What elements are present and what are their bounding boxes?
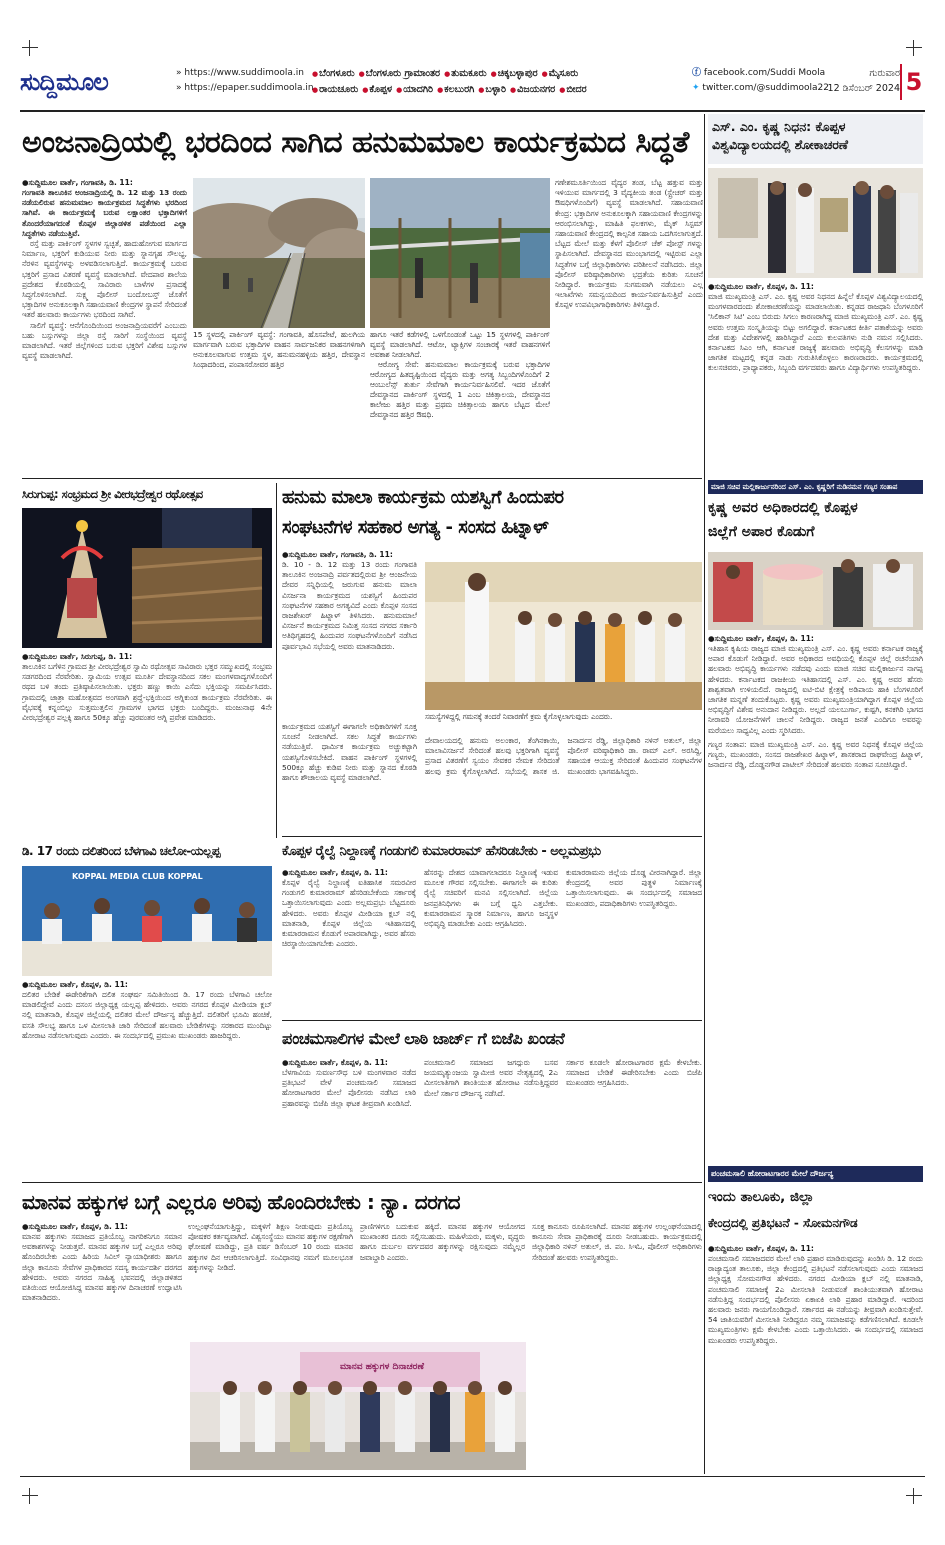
somanagouda-kicker: ಪಂಚಮಸಾಲಿ ಹೋರಾಟಗಾರರ ಮೇಲೆ ದೌರ್ಜನ್ಯ — [708, 1166, 923, 1182]
human-rights-banner: ಮಾನವ ಹಕ್ಕುಗಳ ದಿನಾಚರಣೆ — [340, 1362, 425, 1372]
newspaper-logo: ಸುದ್ದಿಮೂಲ — [20, 68, 108, 96]
kumararama-byline: ●ಸುದ್ದಿಮೂಲ ವಾರ್ತೆ, ಕೊಪ್ಪಳ, ಡಿ. 11: — [282, 868, 388, 877]
section-rule — [282, 836, 702, 837]
hanuma-mala-photo — [425, 562, 702, 710]
lead-col-1 — [22, 178, 187, 478]
panchamasali-body-2: ಪಂಚಮಸಾಲಿ ಸಮಾಜದ ಜಗದ್ಗುರು ಬಸವ ಜಯಮೃತ್ಯುಂಜಯ ಸ್ವಾಮೀಜಿ ಅವರ ನೇತೃತ್ವದಲ್ಲಿ 2ಎ ಮೀಸಲಾತಿಗಾಗಿ ಶಾಂತಿಯುತ ಹೋರಾಟ ನಡೆಸುತ್ತಿದ್ದವರ ಮೇಲೆ ಸರ್ಕಾರ ದೌರ್ಜನ್ಯ ನಡೆಸಿದೆ. — [424, 1058, 558, 1098]
column-rule — [704, 114, 705, 1474]
somanagouda-byline: ●ಸುದ್ದಿಮೂಲ ವಾರ್ತೆ, ಕೊಪ್ಪಳ, ಡಿ. 11: — [708, 1244, 814, 1253]
city-link[interactable]: ● ವಿಜಯನಗರ — [510, 84, 555, 95]
press-meet-illustration — [22, 866, 272, 976]
lead-photo-bridge — [193, 178, 365, 328]
siruguppa-byline: ●ಸುದ್ದಿಮೂಲ ವಾರ್ತೆ, ಸಿರುಗುಪ್ಪ, ಡಿ. 11: — [22, 652, 133, 661]
somanagouda-story — [708, 1244, 923, 1472]
page-number: 5 — [900, 64, 926, 100]
lead-photo-2-caption — [370, 330, 550, 480]
city-link[interactable]: ● ಬೀದರ — [559, 84, 586, 95]
human-rights-byline: ●ಸುದ್ದಿಮೂಲ ವಾರ್ತೆ, ಕೊಪ್ಪಳ, ಡಿ. 11: — [22, 1222, 128, 1231]
dalit-chalo-body: ದಲಿತರ ಬೇಡಿಕೆ ಈಡೇರಿಕೆಗಾಗಿ ದಲಿತ ಸಂಘರ್ಷ ಸಮಿತಿಯಿಂದ ಡಿ. 17 ರಂದು ಬೆಳಗಾವಿ ಚಲೋ ಮಾಡಲಿದ್ದೇವೆ ಎಂದು ದಸಂಸ ಜಿಲ್ಲಾಧ್ಯಕ್ಷ ಯಲ್ಲಪ್ಪ ಹೇಳಿದರು. ಅವರು ನಗರದ ಕೊಪ್ಪಳ ಮೀಡಿಯಾ ಕ್ಲಬ್ ನಲ್ಲಿ ಮಾತನಾಡಿ, ಕೊಪ್ಪಳ ಜಿಲ್ಲೆಯಲ್ಲಿ ದಲಿತರ ಮೇಲೆ ದೌರ್ಜನ್ಯ ಹೆಚ್ಚುತ್ತಿದೆ. ದಲಿತರಿಗೆ ಭೂಮಿ ಹಂಚಿಕೆ, ವಸತಿ ಸೌಲಭ್ಯ ಹಾಗೂ ಒಳ ಮೀಸಲಾತಿ ಜಾರಿ ಸೇರಿದಂತೆ ಹಲವಾರು ಬೇಡಿಕೆಗಳನ್ನು ಸರಕಾರದ ಮುಂದಿಟ್ಟು ಹೋರಾಟ ನಡೆಸಲಾಗುವುದು ಎಂದರು. ಈ ಸಂದರ್ಭದಲ್ಲಿ ಪ್ರಮುಖ ಮುಖಂಡರು ಹಾಜರಿದ್ದರು. — [22, 990, 272, 1040]
lead-intro: ಗಂಗಾವತಿ ತಾಲೂಕಿನ ಅಂಜನಾದ್ರಿಯಲ್ಲಿ ಡಿ. 12 ಮತ್ತು 13 ರಂದು ನಡೆಯಲಿರುವ ಹನುಮಮಾಲ ಕಾರ್ಯಕ್ರಮದ ಸಿದ್ಧತೆಗಳು ಭರದಿಂದ ಸಾಗಿವೆ. ಈ ಕಾರ್ಯಕ್ರಮಕ್ಕೆ ಬರುವ ಲಕ್ಷಾಂತರ ಭಕ್ತಾದಿಗಳಿಗೆ ತೊಂದರೆಯಾಗದಂತೆ ಕೊಪ್ಪಳ ಜಿಲ್ಲಾಡಳಿತ ಪಡೆಯಿಂದ ಎಲ್ಲಾ ಸಿದ್ಧತೆಗಳು ನಡೆಯುತ್ತಿವೆ. — [22, 188, 187, 238]
twitter-icon: ✦ — [692, 83, 700, 93]
krishna-koppal-headline — [708, 496, 923, 546]
city-link[interactable]: ● ಯಾದಗಿರಿ — [396, 84, 433, 95]
registration-mark — [22, 1488, 38, 1504]
kumararama-headline: ಕೊಪ್ಪಳ ರೈಲ್ವೆ ನಿಲ್ದಾಣಕ್ಕೆ ಗಂಡುಗಲಿ ಕುಮಾರರಾಮ್ ಹೆಸರಿಡಬೇಕು - ಅಲ್ಲಮಪ್ರಭು — [282, 844, 601, 859]
somanagouda-headline-2: ಇಂದು ತಾಲೂಕು, ಜಿಲ್ಲಾ — [708, 1189, 815, 1205]
lead-col-3: ಗಣೇಶಮೂರ್ತಿಯಿಂದ ವೈದ್ಯರ ತಂಡ, ಬೆಟ್ಟ ಹತ್ತುವ ಮತ್ತು ಇಳಿಯುವ ಮಾರ್ಗದಲ್ಲಿ 3 ವೈದ್ಯಕೀಯ ತಂಡ (ಸ್ಟ್ರೇಚರ್ ಮತ್ತು ಔಷಧಿಗಳೊಂದಿಗೆ) ವ್ಯವಸ್ಥೆ ಮಾಡಲಾಗಿದೆ. ಸಹಾಯವಾಣಿ ಕೇಂದ್ರ: ಭಕ್ತಾದಿಗಳ ಅನುಕೂಲಕ್ಕಾಗಿ ಸಹಾಯವಾಣಿ ಕೇಂದ್ರಗಳನ್ನು ಆರಂಭಿಸಲಾಗಿದ್ದು, ಮಾಹಿತಿ ಫಲಕಗಳು, ಮೈಕ್ ಸಿಸ್ಟಮ್ ಸಹಾಯವಾಣಿ ಕೇಂದ್ರದಲ್ಲಿ ಕಾಲ್ಪನಿಕ ಸಹಾಯ ಒದಗಿಸಲಾಗುತ್ತದೆ. ಬೆಟ್ಟದ ಮೇಲೆ ಮತ್ತು ಕೆಳಗೆ ಪೊಲೀಸ್ ಚೆಕ್ ಪೋಸ್ಟ್ ಗಳನ್ನು ಸ್ಥಾಪಿಸಲಾಗಿದೆ. ದೇವಸ್ಥಾನದ ಮುಂಭಾಗದಲ್ಲಿ ಇಟ್ಟಿರುವ ಎಲ್ಲಾ ಸಿದ್ಧತೆಗಳ ಬಗ್ಗೆ ಜಿಲ್ಲಾಧಿಕಾರಿಗಳು ಪರಿಶೀಲನೆ ನಡೆಸಿದರು. ಜಿಲ್ಲಾ ಪೊಲೀಸ್ ವರಿಷ್ಠಾಧಿಕಾರಿಗಳು ಭದ್ರತೆಯ ಕುರಿತು ಸೂಚನೆ ನೀಡಿದ್ದಾರೆ. ಕಾರ್ಯಕ್ರಮ ಸುಗಮವಾಗಿ ನಡೆಯಲು ಎಲ್ಲ ಇಲಾಖೆಗಳು ಸಮನ್ವಯದಿಂದ ಕಾರ್ಯನಿರ್ವಹಿಸುತ್ತಿವೆ ಎಂದು ಕೊಪ್ಪಳ ಉಪವಿಭಾಗಾಧಿಕಾರಿಗಳು ತಿಳಿಸಿದ್ದಾರೆ. — [555, 178, 703, 310]
masthead — [20, 64, 925, 108]
tribute-photo-illustration — [708, 552, 923, 630]
city-link[interactable]: ● ಮೈಸೂರು — [542, 68, 579, 79]
city-link[interactable]: ● ತುಮಕೂರು — [444, 68, 487, 79]
hanuma-mala-body-1: ಡಿ. 10 - ಡಿ. 12 ಮತ್ತು 13 ರಂದು ಗಂಗಾವತಿ ತಾಲೂಕಿನ ಅಂಜನಾದ್ರಿ ಪರ್ವತದಲ್ಲಿರುವ ಶ್ರೀ ಆಂಜನೇಯ ದೇವರ ಸನ್ನಿಧಿಯಲ್ಲಿ ಜರುಗುವ ಹನುಮ ಮಾಲಾ ವಿಸರ್ಜನಾ ಕಾರ್ಯಕ್ರಮದ ಯಶಸ್ವಿಗೆ ಹಿಂದುಪರ ಸಂಘಟನೆಗಳ ಸಹಕಾರ ಅಗತ್ಯವಿದೆ ಎಂದು ಕೊಪ್ಪಳ ಸಂಸದ ರಾಜಶೇಖರ್ ಹಿಟ್ನಾಳ್ ತಿಳಿಸಿದರು. ಹನುಮಮಾಲೆ ವಿಸರ್ಜನೆ ಕಾರ್ಯಕ್ರಮದ ನಿಮಿತ್ತ ಸಂಸದ ನಗರದ ಸರ್ಕಾರಿ ಅತಿಥಿಗೃಹದಲ್ಲಿ ಹಿಂದುಪರ ಸಂಘಟನೆಗಳೊಂದಿಗೆ ನಡೆಸಿದ ಪೂರ್ವಭಾವಿ ಸಭೆಯಲ್ಲಿ ಅವರು ಮಾತನಾಡಿದರು. — [282, 560, 417, 651]
social-links — [692, 66, 829, 96]
hanuma-mala-photo-caption: ಸಮಸ್ಯೆಗಳಿದ್ದಲ್ಲಿ ಗಮನಕ್ಕೆ ತಂದರೆ ನಿವಾರಣೆಗೆ ಕ್ರಮ ಕೈಗೊಳ್ಳಲಾಗುವುದು ಎಂದರು. — [425, 712, 613, 721]
krishna-koppal-headline-1: ಕೃಷ್ಣ ಅವರ ಅಧಿಕಾರದಲ್ಲಿ ಕೊಪ್ಪಳ — [708, 500, 858, 516]
city-link[interactable]: ● ಬೆಂಗಳೂರು — [312, 68, 355, 79]
issue-date — [810, 66, 900, 96]
masthead-rule — [20, 110, 925, 112]
dalit-chalo-headline: ಡಿ. 17 ರಂದು ದಲಿತರಿಂದ ಬೆಳಗಾವಿ ಚಲೋ-ಯಲ್ಲಪ್ಪ — [22, 844, 220, 858]
krishna-koppal-body: ಇತಿಹಾಸ ಕೃಷಿಯ ರಾಜ್ಯದ ಮಾಜಿ ಮುಖ್ಯಮಂತ್ರಿ ಎಸ್. ಎಂ. ಕೃಷ್ಣ ಅವರು ಕರ್ನಾಟಕ ರಾಜ್ಯಕ್ಕೆ ಅಪಾರ ಕೊಡುಗೆ ನೀಡಿದ್ದಾರೆ. ಅವರ ಅಧಿಕಾರದ ಅವಧಿಯಲ್ಲಿ ಕೊಪ್ಪಳ ಜಿಲ್ಲೆ ರಚನೆಯಾಗಿ ಹಲವಾರು ಅಭಿವೃದ್ಧಿ ಕಾರ್ಯಗಳು ನಡೆದವು ಎಂದು ಮಾಜಿ ಸಚಿವ ಮಲ್ಲಿಕಾರ್ಜುನ ನಾಗಪ್ಪ ಹೇಳಿದರು. ಕರ್ನಾಟಕದ ರಾಜಕೀಯ ಇತಿಹಾಸದಲ್ಲಿ ಎಸ್. ಎಂ. ಕೃಷ್ಣ ಅವರ ಹೆಸರು ಶಾಶ್ವತವಾಗಿ ಉಳಿಯಲಿದೆ. ರಾಜ್ಯದಲ್ಲಿ ಐಟಿ-ಬಿಟಿ ಕ್ಷೇತ್ರಕ್ಕೆ ಅಡಿಪಾಯ ಹಾಕಿ ಬೆಂಗಳೂರಿಗೆ ಜಾಗತಿಕ ಮನ್ನಣೆ ತಂದುಕೊಟ್ಟರು. ಕೃಷ್ಣ ಅವರು ಮುಖ್ಯಮಂತ್ರಿಯಾಗಿದ್ದಾಗ ಕೊಪ್ಪಳ ಜಿಲ್ಲೆಯ ಅಭಿವೃದ್ಧಿಗೆ ವಿಶೇಷ ಅನುದಾನ ನೀಡಿದ್ದರು. ಅಲ್ಲದೆ ಯಲಬುರ್ಗಾ, ಕುಷ್ಟಗಿ, ಕನಕಗಿರಿ ಭಾಗದ ನೀರಾವರಿ ಯೋಜನೆಗಳಿಗೆ ಚಾಲನೆ ನೀಡಿದ್ದರು. ರಾಜ್ಯದ ಜನತೆ ಎಂದಿಗೂ ಅವರನ್ನು ಮರೆಯಲು ಸಾಧ್ಯವಿಲ್ಲ ಎಂದು ಸ್ಮರಿಸಿದರು. — [708, 644, 923, 735]
lead-byline: ●ಸುದ್ದಿಮೂಲ ವಾರ್ತೆ, ಗಂಗಾವತಿ, ಡಿ. 11: — [22, 178, 133, 187]
krishna-univ-photo — [708, 168, 923, 278]
somanagouda-headline — [708, 1184, 923, 1240]
somanagouda-headline-3: ಕೇಂದ್ರದಲ್ಲಿ ಪ್ರತಿಭಟನೆ - ಸೋಮನಗೌಡ — [708, 1216, 858, 1230]
krishna-koppal-sub: ಗಣ್ಯರ ಸಂತಾಪ: ಮಾಜಿ ಮುಖ್ಯಮಂತ್ರಿ ಎಸ್. ಎಂ. ಕೃಷ್ಣ ಅವರ ನಿಧನಕ್ಕೆ ಕೊಪ್ಪಳ ಜಿಲ್ಲೆಯ ಗಣ್ಯರು, ಮುಖಂಡರು, ಸಂಸದ ರಾಜಶೇಖರ ಹಿಟ್ನಾಳ್, ಶಾಸಕರಾದ ರಾಘವೇಂದ್ರ ಹಿಟ್ನಾಳ್, ಜನಾರ್ದನ ರೆಡ್ಡಿ, ದೊಡ್ಡನಗೌಡ ಪಾಟೀಲ್ ಸೇರಿದಂತೆ ಹಲವರು ಸಂತಾಪ ಸೂಚಿಸಿದ್ದಾರೆ. — [708, 739, 923, 770]
human-rights-body-3: ಪ್ರಾಣಿಗಳಿಗೂ ಬದುಕುವ ಹಕ್ಕಿದೆ. ಮಾನವ ಹಕ್ಕುಗಳ ಆಯೋಗದ ಮುಖಾಂತರ ದೂರು ಸಲ್ಲಿಸಬಹುದು. ಮಹಿಳೆಯರು, ಮಕ್ಕಳು, ವೃದ್ಧರು ಹಾಗೂ ದುರ್ಬಲ ವರ್ಗದವರ ಹಕ್ಕುಗಳನ್ನು ರಕ್ಷಿಸುವುದು ನಮ್ಮೆಲ್ಲರ ಜವಾಬ್ದಾರಿ ಎಂದರು. — [360, 1222, 525, 1262]
univ-photo-illustration — [708, 168, 923, 278]
lead-body-2: ಸಾಲಿಗೆ ವ್ಯವಸ್ಥೆ: ಆನೆಗೊಂದಿಯಿಂದ ಅಂಜನಾದ್ರಿಯವರೆಗೆ ಎಂಬುದು ಬಹು ಬಸ್ಸುಗಳನ್ನು ಜಿಲ್ಲಾ ರಸ್ತೆ ಸಾರಿಗೆ ಸಂಸ್ಥೆಯಿಂದ ವ್ಯವಸ್ಥೆ ಮಾಡಲಾಗಿದೆ. ಇತರೆ ಜಿಲ್ಲೆಗಳಿಂದ ಬರುವ ಭಕ್ತರಿಗೆ ವಿಶೇಷ ಬಸ್ಸುಗಳ ವ್ಯವಸ್ಥೆ ಮಾಡಲಾಗಿದೆ. — [22, 320, 187, 361]
krishna-univ-story — [708, 282, 923, 470]
city-link[interactable]: ● ಕೊಪ್ಪಳ — [362, 84, 392, 95]
registration-mark — [906, 1488, 922, 1504]
hanuma-mala-headline-2: ಸಂಘಟನೆಗಳ ಸಹಕಾರ ಅಗತ್ಯ - ಸಂಸದ ಹಿಟ್ನಾಳ್ — [282, 517, 549, 538]
panchamasali-byline: ●ಸುದ್ದಿಮೂಲ ವಾರ್ತೆ, ಕೊಪ್ಪಳ, ಡಿ. 11: — [282, 1058, 388, 1067]
registration-mark — [906, 40, 922, 56]
somanagouda-body: ಪಂಚಮಸಾಲಿ ಸಮಾಜದವರ ಮೇಲೆ ಲಾಠಿ ಪ್ರಹಾರ ಮಾಡಿರುವುದನ್ನು ಖಂಡಿಸಿ ಡಿ. 12 ರಂದು ರಾಜ್ಯಾದ್ಯಂತ ತಾಲೂಕು, ಜಿಲ್ಲಾ ಕೇಂದ್ರದಲ್ಲಿ ಪ್ರತಿಭಟನೆ ನಡೆಸಲಾಗುವುದು ಎಂದು ಸಮಾಜದ ಜಿಲ್ಲಾಧ್ಯಕ್ಷ ಸೋಮನಗೌಡ ಹೇಳಿದರು. ನಗರದ ಮೀಡಿಯಾ ಕ್ಲಬ್ ನಲ್ಲಿ ಮಾತನಾಡಿ, ಪಂಚಮಸಾಲಿ ಸಮಾಜಕ್ಕೆ 2ಎ ಮೀಸಲಾತಿ ನೀಡುವಂತೆ ಶಾಂತಿಯುತವಾಗಿ ಹೋರಾಟ ನಡೆಸುತ್ತಿದ್ದ ಸಂದರ್ಭದಲ್ಲಿ ಪೊಲೀಸರು ಏಕಾಏಕಿ ಲಾಠಿ ಪ್ರಹಾರ ಮಾಡಿದ್ದಾರೆ. ಇದರಿಂದ ಹಲವಾರು ಜನರು ಗಾಯಗೊಂಡಿದ್ದಾರೆ. ಸರ್ಕಾರದ ಈ ನಡೆಯನ್ನು ತೀವ್ರವಾಗಿ ಖಂಡಿಸುತ್ತೇವೆ. 54 ಜಾತಿಯವರಿಗೆ ಮೀಸಲಾತಿ ನೀಡಿದ್ದರೂ ನಮ್ಮ ಸಮಾಜವನ್ನು ಕಡೆಗಣಿಸಲಾಗಿದೆ. ಕೂಡಲೇ ಮುಖ್ಯಮಂತ್ರಿಗಳು ಕ್ಷಮೆ ಕೇಳಬೇಕು ಎಂದು ಒತ್ತಾಯಿಸಿದರು. ಈ ಸಂದರ್ಭದಲ್ಲಿ ಸಮಾಜದ ಮುಖಂಡರು ಉಪಸ್ಥಿತರಿದ್ದರು. — [708, 1254, 923, 1345]
issue-day: ಗುರುವಾರ — [869, 68, 900, 79]
human-rights-body-2: ಉಲ್ಲಂಘನೆಯಾಗುತ್ತಿದ್ದು, ಮಕ್ಕಳಿಗೆ ಶಿಕ್ಷಣ ನೀಡುವುದು ಪ್ರತಿಯೊಬ್ಬ ಪೋಷಕರ ಕರ್ತವ್ಯವಾಗಿದೆ. ವಿಶ್ವಸಂಸ್ಥೆಯು ಮಾನವ ಹಕ್ಕುಗಳ ರಕ್ಷಣೆಗಾಗಿ ಘೋಷಣೆ ಮಾಡಿದ್ದು, ಪ್ರತಿ ವರ್ಷ ಡಿಸೆಂಬರ್ 10 ರಂದು ಮಾನವ ಹಕ್ಕುಗಳ ದಿನ ಆಚರಿಸಲಾಗುತ್ತಿದೆ. ಸಂವಿಧಾನವು ನಮಗೆ ಮೂಲಭೂತ ಹಕ್ಕುಗಳನ್ನು ನೀಡಿದೆ. — [188, 1222, 353, 1272]
krishna-univ-byline: ●ಸುದ್ದಿಮೂಲ ವಾರ್ತೆ, ಕೊಪ್ಪಳ, ಡಿ. 11: — [708, 282, 814, 291]
column-rule — [276, 483, 277, 838]
registration-mark — [22, 40, 38, 56]
media-club-banner: KOPPAL MEDIA CLUB KOPPAL — [72, 872, 203, 881]
twitter-link[interactable]: ✦ twitter.com/@suddimoola22 — [692, 83, 829, 93]
hanuma-mala-body-2: ಕಾರ್ಯಕ್ರಮದ ಯಶಸ್ವಿಗೆ ಈಗಾಗಲೇ ಅಧಿಕಾರಿಗಳಿಗೆ ಸೂಕ್ತ ಸೂಚನೆ ನೀಡಲಾಗಿದೆ. ಸಕಲ ಸಿದ್ಧತೆ ಕಾರ್ಯಗಳು ನಡೆಯುತ್ತಿವೆ. ಧಾರ್ಮಿಕ ಕಾರ್ಯಕ್ರಮ ಅಚ್ಚುಕಟ್ಟಾಗಿ ಯಶಸ್ವಿಗೊಳಿಸಬೇಕಿದೆ. ವಾಹನ ಪಾರ್ಕಿಂಗ್ ಸ್ಥಳಗಳಲ್ಲಿ 500ಕ್ಕೂ ಹೆಚ್ಚು ಕುಡಿವ ನೀರು ಮತ್ತು ಸ್ನಾನದ ಕೊಠಡಿ ಹಾಗೂ ಶೌಚಾಲಯ ವ್ಯವಸ್ಥೆ ಮಾಡಲಾಗಿದೆ. — [282, 722, 417, 783]
krishna-koppal-byline: ●ಸುದ್ದಿಮೂಲ ವಾರ್ತೆ, ಕೊಪ್ಪಳ, ಡಿ. 11: — [708, 634, 814, 643]
epaper-link[interactable]: » https://epaper.suddimoola.in — [176, 83, 314, 93]
human-rights-body-4: ಸೂಕ್ತ ಕಾನೂನು ರೂಪಿಸಲಾಗಿದೆ. ಮಾನವ ಹಕ್ಕುಗಳ ಉಲ್ಲಂಘನೆಯಾದಲ್ಲಿ ಕಾನೂನು ಸೇವಾ ಪ್ರಾಧಿಕಾರಕ್ಕೆ ದೂರು ನೀಡಬಹುದು. ಕಾರ್ಯಕ್ರಮದಲ್ಲಿ ಜಿಲ್ಲಾಧಿಕಾರಿ ನಳಿನ್ ಅತುಲ್, ಜಿ. ಪಂ. ಸಿಇಓ, ಪೊಲೀಸ್ ಅಧಿಕಾರಿಗಳು ಸೇರಿದಂತೆ ಹಲವರು ಉಪಸ್ಥಿತರಿದ್ದರು. — [532, 1222, 702, 1262]
human-rights-col-1 — [22, 1222, 182, 1470]
pipes-photo-illustration — [370, 178, 550, 328]
siruguppa-photo — [22, 508, 272, 648]
dalit-chalo-byline: ●ಸುದ್ದಿಮೂಲ ವಾರ್ತೆ, ಕೊಪ್ಪಳ, ಡಿ. 11: — [22, 980, 128, 989]
panchamasali-headline: ಪಂಚಮಸಾಲಿಗಳ ಮೇಲೆ ಲಾಠಿ ಜಾರ್ಜ್ ಗೆ ಬಿಜೆಪಿ ಖಂಡನೆ — [282, 1029, 565, 1048]
lead-headline: ಅಂಜನಾದ್ರಿಯಲ್ಲಿ ಭರದಿಂದ ಸಾಗಿದ ಹನುಮಮಾಲ ಕಾರ್ಯಕ್ರಮದ ಸಿದ್ಧತೆ — [22, 125, 689, 160]
lead-photo-2-caption-text: ಹಾಗೂ ಇತರೆ ಕಡೆಗಳಲ್ಲಿ ಒಳಗೊಂಡಂತೆ ಒಟ್ಟು 15 ಸ್ಥಳಗಳಲ್ಲಿ ಪಾರ್ಕಿಂಗ್ ವ್ಯವಸ್ಥೆ ಮಾಡಲಾಗಿದೆ. ಆಟೋ, ಟ್ಯಾಕ್ಸಿಗಳ ಸಂಚಾರಕ್ಕೆ ಇತರೆ ವಾಹನಗಳಿಗೆ ಅವಕಾಶ ನೀಡಲಾಗಿದೆ. — [370, 330, 550, 359]
section-rule — [282, 1020, 702, 1021]
hanuma-mala-body-3: ದೇವಾಲಯದಲ್ಲಿ ಹನುಮ ಅಲಂಕಾರ, ತೆಂಗಿನಕಾಯಿ, ಮಾಲಾವಿಸರ್ಜನೆ ಸೇರಿದಂತೆ ಹಲವು ಭಕ್ತರಿಗಾಗಿ ವ್ಯವಸ್ಥೆ ಪ್ರಸಾದ ವಿತರಣೆಗೆ ಸ್ವಯಂ ಸೇವಕರ ನೇಮಕ ಸೇರಿದಂತೆ ಹಲವು ಕ್ರಮ ಕೈಗೊಳ್ಳಲಾಗಿದೆ. ಸಭೆಯಲ್ಲಿ ಶಾಸಕ ಜಿ. ಜನಾರ್ದನ ರೆಡ್ಡಿ, ಜಿಲ್ಲಾಧಿಕಾರಿ ನಳಿನ್ ಅತುಲ್, ಜಿಲ್ಲಾ ಪೊಲೀಸ್ ವರಿಷ್ಠಾಧಿಕಾರಿ ಡಾ. ರಾಮ್ ಎಲ್. ಅರಸಿದ್ದಿ, ಸಹಾಯಕ ಆಯುಕ್ತ ಸೇರಿದಂತೆ ಹಿಂದುಪರ ಸಂಘಟನೆಗಳ ಮುಖಂಡರು ಭಾಗವಹಿಸಿದ್ದರು. — [425, 736, 702, 776]
hanuma-mala-headline — [282, 483, 702, 545]
human-rights-body-1: ಮಾನವ ಹಕ್ಕುಗಳು ಸಮಾಜದ ಪ್ರತಿಯೊಬ್ಬ ನಾಗರಿಕನಿಗೂ ಸಮಾನ ಅವಕಾಶಗಳನ್ನು ನೀಡುತ್ತವೆ. ಮಾನವ ಹಕ್ಕುಗಳ ಬಗ್ಗೆ ಎಲ್ಲರೂ ಅರಿವು ಹೊಂದಿರಬೇಕು ಎಂದು ಹಿರಿಯ ಸಿವಿಲ್ ನ್ಯಾಯಾಧೀಶರು ಹಾಗೂ ಜಿಲ್ಲಾ ಕಾನೂನು ಸೇವೆಗಳ ಪ್ರಾಧಿಕಾರದ ಸದಸ್ಯ ಕಾರ್ಯದರ್ಶಿ ದರಗದ ಹೇಳಿದರು. ಅವರು ನಗರದ ಸಾಹಿತ್ಯ ಭವನದಲ್ಲಿ ಜಿಲ್ಲಾಡಳಿತದ ವತಿಯಿಂದ ಆಯೋಜಿಸಿದ್ದ ಮಾನವ ಹಕ್ಕುಗಳ ದಿನಾಚರಣೆ ಉದ್ಘಾಟಿಸಿ ಮಾತನಾಡಿದರು. — [22, 1232, 182, 1303]
lead-body-1: ರಸ್ತೆ ಮತ್ತು ಪಾರ್ಕಿಂಗ್ ಸ್ಥಳಗಳ ಸ್ವಚ್ಛತೆ, ಹಾದುಹೋಗುವ ಮಾರ್ಗದ ನಿರ್ಮಾಣ, ಭಕ್ತರಿಗೆ ಕುಡಿಯುವ ನೀರು ಮತ್ತು ಸ್ನಾನಗೃಹ ಸೌಲಭ್ಯ, ನೆರಳಿನ ವ್ಯವಸ್ಥೆಗಳನ್ನು ಅಳವಡಿಸಲಾಗುತ್ತಿದೆ. ಕಾರ್ಯಕ್ರಮಕ್ಕೆ ಬರುವ ಭಕ್ತರಿಗೆ ಪ್ರಸಾದ ವಿತರಣೆ ವ್ಯವಸ್ಥೆ ಮಾಡಲಾಗಿದೆ. ವೇದಪಾಠ ಶಾಲೆಯ ಪ್ರದೇಶದ ಕೊಠಡಿಯಲ್ಲಿ ಸಾವಿರಾರು ಬಾಳೆಗಳ ಪ್ರಸಾದಕ್ಕೆ ಸಿದ್ಧಗೊಳಿಸಲಾಗಿದೆ. ಸುಕ್ಷ್ಮ ಪೊಲೀಸ್ ಬಂದೋಬಸ್ತ್ ಜೊತೆಗೆ ಭಕ್ತಾದಿಗಳ ಅನುಕೂಲಕ್ಕಾಗಿ ಸಹಾಯವಾಣಿ ಕೇಂದ್ರಗಳ ಸ್ಥಾಪನೆ ಸೇರಿದಂತೆ ಇತರೆ ಹಲವಾರು ಕಾರ್ಯಗಳು ಭರದಿಂದ ಸಾಗಿವೆ. — [22, 239, 187, 320]
krishna-koppal-story — [708, 634, 923, 1024]
siruguppa-body: ತಾಲೂಕಿನ ಬಗೆಳಿನ ಗ್ರಾಮದ ಶ್ರೀ ವೀರಭದ್ರೇಶ್ವರ ಸ್ವಾಮಿ ರಥೋತ್ಸವ ಸಾವಿರಾರು ಭಕ್ತರ ಸಮ್ಮುಖದಲ್ಲಿ ಸಂಭ್ರಮ ಸಡಗರದಿಂದ ನೆರವೇರಿತು. ಸ್ವಾಮಿಯ ಉತ್ಸವ ಮೂರ್ತಿ ದೇವಸ್ಥಾನದಿಂದ ಸಕಲ ಮಂಗಳವಾದ್ಯಗಳೊಂದಿಗೆ ರಥದ ಬಳಿ ತಂದು ಪ್ರತಿಷ್ಠಾಪಿಸಲಾಯಿತು. ಭಕ್ತರು ಹಣ್ಣು ಕಾಯಿ ಎಸೆದು ಭಕ್ತಿಯನ್ನು ಸಮರ್ಪಿಸಿದರು. ಗ್ರಾಮದಲ್ಲಿ ಜಾತ್ರಾ ಮಹೋತ್ಸವದ ಅಂಗವಾಗಿ ಶ್ರದ್ಧೆ-ಭಕ್ತಿಯಿಂದ ಅಗ್ನಿಕುಂಡ ಕಾರ್ಯಕ್ರಮ ನೆರವೇರಿತು. ಈ ವೈಭವಕ್ಕೆ ಕನ್ನಂಬಿಲ್ಲು ಸುತ್ತಮುತ್ತಲಿನ ಗ್ರಾಮಗಳ ಭಾಗದ ಭಕ್ತರು ಬಂದಿದ್ದರು. ಮಂಜುನಾಥ 4ನೇ ವೀರಭದ್ರೇಶ್ವರ ಪಲ್ಲಕ್ಕಿ ಹಾಗೂ 50ಕ್ಕೂ ಹೆಚ್ಚು ಪುರವಂತರ ಅಗ್ನಿ ಪ್ರವೇಶ ಮಾಡಿದರು. — [22, 662, 272, 723]
siruguppa-headline: ಸಿರುಗುಪ್ಪ: ಸಂಭ್ರಮದ ಶ್ರೀ ವೀರಭದ್ರೇಶ್ವರ ರಥೋತ್ಸವ — [22, 487, 203, 501]
section-rule — [22, 478, 702, 479]
krishna-univ-headline-2: ವಿಶ್ವವಿದ್ಯಾಲಯದಲ್ಲಿ ಶೋಕಾಚರಣೆ — [712, 137, 849, 152]
panchamasali-col-1 — [282, 1058, 416, 1178]
hanuma-mala-headline-1: ಹನುಮ ಮಾಲಾ ಕಾರ್ಯಕ್ರಮ ಯಶಸ್ವಿಗೆ ಹಿಂದುಪರ — [282, 487, 564, 508]
hanuma-mala-byline: ●ಸುದ್ದಿಮೂಲ ವಾರ್ತೆ, ಗಂಗಾವತಿ, ಡಿ. 11: — [282, 550, 393, 559]
kumararama-col-1 — [282, 868, 416, 1018]
kumararama-body-3: ಕುಮಾರರಾಮನು ಜಿಲ್ಲೆಯ ದೊಡ್ಡ ವೀರನಾಗಿದ್ದಾರೆ. ಜಿಲ್ಲಾ ಕೇಂದ್ರದಲ್ಲಿ ಅವರ ಪುತ್ಥಳಿ ನಿರ್ಮಾಣಕ್ಕೆ ಒತ್ತಾಯಿಸಲಾಗುವುದು. ಈ ಸಂದರ್ಭದಲ್ಲಿ ಸಮಾಜದ ಮುಖಂಡರು, ಪದಾಧಿಕಾರಿಗಳು ಉಪಸ್ಥಿತರಿದ್ದರು. — [566, 868, 702, 908]
bridge-photo-illustration — [193, 178, 365, 328]
city-link[interactable]: ● ರಾಯಚೂರು — [312, 84, 358, 95]
krishna-univ-headline-1: ಎಸ್. ಎಂ. ಕೃಷ್ಣ ನಿಧನ: ಕೊಪ್ಪಳ — [712, 119, 846, 134]
section-rule — [22, 1182, 702, 1183]
panchamasali-body-3: ಸರ್ಕಾರ ಕೂಡಲೇ ಹೋರಾಟಗಾರರ ಕ್ಷಮೆ ಕೇಳಬೇಕು. ಸಮಾಜದ ಬೇಡಿಕೆ ಈಡೇರಿಸಬೇಕು ಎಂದು ಬಿಜೆಪಿ ಮುಖಂಡರು ಆಗ್ರಹಿಸಿದರು. — [566, 1058, 702, 1088]
website-links — [176, 66, 314, 96]
human-rights-photo — [190, 1342, 526, 1470]
facebook-icon: ⓕ — [692, 68, 702, 78]
dalit-chalo-story — [22, 980, 272, 1180]
kumararama-body-1: ಕೊಪ್ಪಳ ರೈಲ್ವೆ ನಿಲ್ದಾಣಕ್ಕೆ ಐತಿಹಾಸಿಕ ಸಮರವೀರ ಗಂಡುಗಲಿ ಕುಮಾರರಾಮ್ ಹೆಸರಿಡಬೇಕೆಂದು ಸರ್ಕಾರಕ್ಕೆ ಒತ್ತಾಯಿಸಲಾಗುವುದು ಎಂದು ಅಲ್ಲಮಪ್ರಭು ಬೆಟ್ಟದೂರು ಹೇಳಿದರು. ಅವರು ಕೊಪ್ಪಳ ಮೀಡಿಯಾ ಕ್ಲಬ್ ನಲ್ಲಿ ಮಾತನಾಡಿ, ಕೊಪ್ಪಳ ಜಿಲ್ಲೆಯ ಇತಿಹಾಸದಲ್ಲಿ ಕುಮಾರರಾಮನ ಕೊಡುಗೆ ಅಪಾರವಾಗಿದ್ದು, ಅವರ ಹೆಸರು ಚಿರಸ್ಥಾಯಿಯಾಗಬೇಕು ಎಂದರು. — [282, 878, 416, 949]
lead-photo-pipes — [370, 178, 550, 328]
website-link[interactable]: » https://www.suddimoola.in — [176, 68, 304, 78]
facebook-link[interactable]: ⓕ facebook.com/Suddi Moola — [692, 68, 826, 78]
lead-health-paragraph: ಆರೋಗ್ಯ ಸೇವೆ: ಹನುಮಮಾಲ ಕಾರ್ಯಕ್ರಮಕ್ಕೆ ಬರುವ ಭಕ್ತಾದಿಗಳ ಆರೋಗ್ಯದ ಹಿತದೃಷ್ಟಿಯಿಂದ ವೈದ್ಯರು ಮತ್ತು ಅಗತ್ಯ ಸಿಬ್ಬಂದಿಗಳೊಂದಿಗೆ 2 ಆಂಬುಲೆನ್ಸ್ ತುರ್ತು ಸೇವೆಗಾಗಿ ಕಾರ್ಯನಿರ್ವಹಿಸಲಿವೆ. ಇದರ ಜೊತೆಗೆ ದೇವಸ್ಥಾನದ ಪಾರ್ಕಿಂಗ್ ಸ್ಥಳದಲ್ಲಿ 1 ಎಂಬ ಚಿಕಿತ್ಸಾಲಯ, ದೇವಸ್ಥಾನದ ಕಾಲೇಜು ಹತ್ತಿರ ಮತ್ತು ಪ್ರಥಮ ಚಿಕಿತ್ಸಾಲಯ ಹಾಗೂ ಬೆಟ್ಟದ ಮೇಲೆ ದೇವಸ್ಥಾನದ ಹತ್ತಿರ ಔಷಧಿ. — [370, 360, 550, 419]
city-link[interactable]: ● ಕಲಬುರಗಿ — [437, 84, 474, 95]
lead-photo-1-caption: 15 ಸ್ಥಳದಲ್ಲಿ ಪಾರ್ಕಿಂಗ್ ವ್ಯವಸ್ಥೆ: ಗಂಗಾವತಿ, ಹೊಸಪೇಟೆ, ಹುಲಗಿಯ ಮಾರ್ಗವಾಗಿ ಬರುವ ಭಕ್ತಾದಿಗಳ ವಾಹನ ಸಾರ್ವಜನಿಕರ ವಾಹನಗಳಿಗಾಗಿ ಅನುಕೂಲವಾಗುವ ಉತ್ತಮ ಸ್ಥಳ, ಹನುಮನಹಳ್ಳಿಯ ಹತ್ತಿರ, ದೇವಸ್ಥಾನ ಸಿಂಥಾದರಿಂದ, ಪಂಪಾಸರೋವರ ಹತ್ತಿರ — [193, 330, 365, 369]
human-rights-headline: ಮಾನವ ಹಕ್ಕುಗಳ ಬಗ್ಗೆ ಎಲ್ಲರೂ ಅರಿವು ಹೊಂದಿರಬೇಕು : ನ್ಯಾ. ದರಗದ — [22, 1190, 461, 1214]
city-link[interactable]: ● ಬಳ್ಳಾರಿ — [478, 84, 506, 95]
city-link[interactable]: ● ಚಿಕ್ಕಬಳ್ಳಾಪುರ — [491, 68, 538, 79]
krishna-koppal-kicker: ಮಾಜಿ ಸಚಿವ ಮಲ್ಲಿಕಾರ್ಜುನರಿಂದ ಎಸ್. ಎಂ. ಕೃಷ್ಣರಿಗೆ ನುಡಿನಮನ ಗಣ್ಯರ ಸಂತಾಪ — [708, 480, 923, 494]
krishna-univ-body: ಮಾಜಿ ಮುಖ್ಯಮಂತ್ರಿ ಎಸ್. ಎಂ. ಕೃಷ್ಣ ಅವರ ನಿಧನದ ಹಿನ್ನೆಲೆ ಕೊಪ್ಪಳ ವಿಶ್ವವಿದ್ಯಾಲಯದಲ್ಲಿ ಮಂಗಳವಾರದಂದು ಶೋಕಾಚರಣೆಯನ್ನು ಮಾಡಲಾಯಿತು. ಕನ್ನಡದ ರಾಜಧಾನಿ ಬೆಂಗಳೂರಿಗೆ 'ಸಿಲಿಕಾನ್ ಸಿಟಿ' ಎಂಬ ಬಿರುದು ಸಿಗಲು ಕಾರಣರಾಗಿದ್ದ ಮಾಜಿ ಮುಖ್ಯಮಂತ್ರಿ ಎಸ್. ಎಂ. ಕೃಷ್ಣ ಅವರು ಉತ್ತಮ ಸಂಸ್ಕೃತಿಯನ್ನು ಬಿಟ್ಟು ಅಗಲಿದ್ದಾರೆ. ಕರ್ನಾಟಕದ ಕೀರ್ತಿ ಪತಾಕೆಯನ್ನು ಅವರು ದೇಶ ಮತ್ತು ವಿದೇಶಗಳಲ್ಲಿ ಹಾರಿಸಿದ್ದಾರೆ ಎಂದು ಕುಲಪತಿಗಳು ನುಡಿ ನಮನ ಸಲ್ಲಿಸಿದರು. ಕರ್ನಾಟಕದ ಸಿಎಂ ಆಗಿ, ಕರ್ನಾಟಕ ರಾಜ್ಯಕ್ಕೆ ಹಲವಾರು ಅಭಿವೃದ್ಧಿ ಕೆಲಸಗಳನ್ನು ಮಾಡಿ ಜಾಗತಿಕ ಮಟ್ಟದಲ್ಲಿ ಕನ್ನಡ ನಾಡು ಗುರುತಿಸಿಕೊಳ್ಳಲು ಕಾರಣರಾದರು. ಕಾರ್ಯಕ್ರಮದಲ್ಲಿ ಕುಲಸಚಿವರು, ಪ್ರಾಧ್ಯಾಪಕರು, ಸಿಬ್ಬಂದಿ ವರ್ಗದವರು ಹಾಗೂ ವಿದ್ಯಾರ್ಥಿಗಳು ಉಪಸ್ಥಿತರಿದ್ದರು. — [708, 292, 923, 373]
krishna-univ-headline-box — [708, 114, 923, 164]
city-editions — [312, 66, 692, 98]
meeting-photo-illustration — [425, 562, 702, 710]
dalit-chalo-photo — [22, 866, 272, 976]
city-row-1 — [312, 66, 692, 82]
footer-rule — [20, 1476, 925, 1477]
siruguppa-story — [22, 652, 272, 834]
panchamasali-body-1: ಬೆಳಗಾವಿಯ ಸುವರ್ಣಸೌಧ ಬಳಿ ಮಂಗಳವಾರ ನಡೆದ ಪ್ರತಿಭಟನೆ ವೇಳೆ ಪಂಚಮಸಾಲಿ ಸಮಾಜದ ಹೋರಾಟಗಾರರ ಮೇಲೆ ಪೊಲೀಸರು ನಡೆಸಿದ ಲಾಠಿ ಪ್ರಹಾರವನ್ನು ಬಿಜೆಪಿ ಜಿಲ್ಲಾ ಘಟಕ ತೀವ್ರವಾಗಿ ಖಂಡಿಸಿದೆ. — [282, 1068, 416, 1108]
krishna-koppal-headline-2: ಜಿಲ್ಲೆಗೆ ಅಪಾರ ಕೊಡುಗೆ — [708, 524, 815, 540]
kumararama-body-2: ಹೆಸರನ್ನು ದೇಶದ ಯಾವಾಗಲಾದರೂ ನಿಲ್ದಾಣಕ್ಕೆ ಇಡುವ ಮೂಲಕ ಗೌರವ ಸಲ್ಲಿಸಬೇಕು. ಈಗಾಗಲೇ ಈ ಕುರಿತು ರೈಲ್ವೆ ಸಚಿವರಿಗೆ ಮನವಿ ಸಲ್ಲಿಸಲಾಗಿದೆ. ಜಿಲ್ಲೆಯ ಜನಪ್ರತಿನಿಧಿಗಳು ಈ ಬಗ್ಗೆ ಧ್ವನಿ ಎತ್ತಬೇಕು. ಕುಮಾರರಾಮನ ಸ್ಮಾರಕ ನಿರ್ಮಾಣ, ಹಾಗೂ ಜನ್ಮಸ್ಥಳ ಅಭಿವೃದ್ಧಿ ಮಾಡಬೇಕು ಎಂದು ಆಗ್ರಹಿಸಿದರು. — [424, 868, 558, 929]
krishna-koppal-photo — [708, 552, 923, 630]
chariot-photo-illustration — [22, 508, 272, 648]
city-link[interactable]: ● ಬೆಂಗಳೂರು ಗ್ರಾಮಾಂತರ — [359, 68, 440, 79]
issue-date-text: 12 ಡಿಸೆಂಬರ್ 2024 — [827, 83, 900, 94]
city-row-2 — [312, 82, 692, 98]
